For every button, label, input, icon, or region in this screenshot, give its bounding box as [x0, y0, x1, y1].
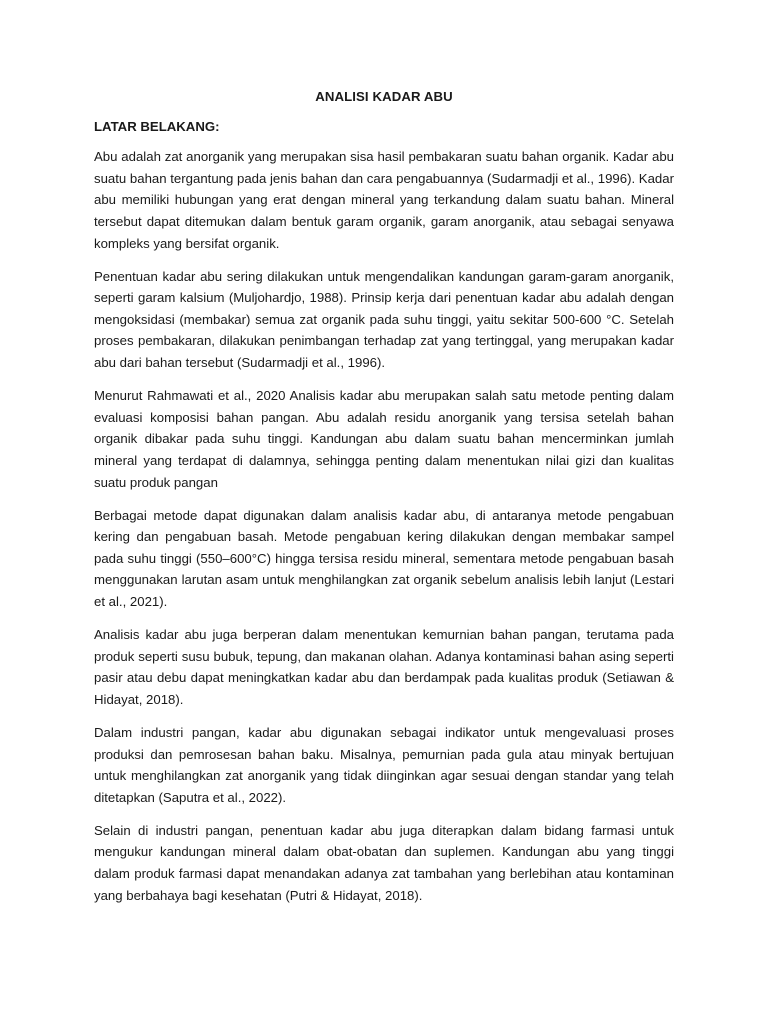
paragraph-4: Berbagai metode dapat digunakan dalam analisis kadar abu, di antaranya metode pengabuan kering dan pengabuan basah. Metode pengabuan kering dilakukan dengan membakar sampel pada suhu tinggi (550–600°C) hingga tersisa residu mineral, sementara metode pengabuan basah menggunakan larutan asam untuk menghilangkan zat organik sebelum analisis lebih lanjut (Lestari et al., 2021).: [94, 507, 674, 609]
document-title: ANALISI KADAR ABU: [315, 89, 453, 104]
section-heading: LATAR BELAKANG:: [94, 118, 220, 134]
paragraph-7: Selain di industri pangan, penentuan kadar abu juga diterapkan dalam bidang farmasi untuk mengukur kandungan mineral dalam obat-obatan dan suplemen. Kandungan abu yang tinggi dalam produk farmasi dapat menandakan adanya zat tambahan yang berlebihan atau kontaminan yang berbahaya bagi kesehatan (Putri & Hidayat, 2018).: [94, 822, 674, 903]
paragraph-5: Analisis kadar abu juga berperan dalam menentukan kemurnian bahan pangan, terutama pada produk seperti susu bubuk, tepung, dan makanan olahan. Adanya kontaminasi bahan asing seperti pasir atau debu dapat meningkatkan kadar abu dan berdampak pada kualitas produk (Setiawan & Hidayat, 2018).: [94, 627, 674, 707]
paragraph-2: Penentuan kadar abu sering dilakukan untuk mengendalikan kandungan garam-garam anorganik, seperti garam kalsium (Muljohardjo, 1988). Prinsip kerja dari penentuan kadar abu adalah dengan mengoksidasi (membakar) semua zat organik pada suhu tinggi, yaitu sekitar 500-600 °C. Setelah proses pembakaran, dilakukan penimbangan terhadap zat yang tertinggal, yang merupakan kadar abu dari bahan tersebut (Sudarmadji et al., 1996).: [94, 268, 674, 371]
paragraph-1: Abu adalah zat anorganik yang merupakan sisa hasil pembakaran suatu bahan organik. Kadar abu suatu bahan tergantung pada jenis bahan dan cara pengabuannya (Sudarmadji et al., 1996). Kadar abu memiliki hubungan yang erat dengan mineral yang terkandung dalam suatu bahan. Mineral tersebut dapat ditemukan dalam bentuk garam organik, garam anorganik, atau sebagai senyawa kompleks yang bersifat organik.: [94, 149, 674, 251]
paragraph-6: Dalam industri pangan, kadar abu digunakan sebagai indikator untuk mengevaluasi proses produksi dan pemrosesan bahan baku. Misalnya, pemurnian pada gula atau minyak bertujuan untuk menghilangkan zat anorganik yang tidak diinginkan agar sesuai dengan standar yang telah ditetapkan (Saputra et al., 2022).: [94, 724, 674, 805]
paragraph-3: Menurut Rahmawati et al., 2020 Analisis kadar abu merupakan salah satu metode penting dalam evaluasi komposisi bahan pangan. Abu adalah residu anorganik yang tersisa setelah bahan organik dibakar pada suhu tinggi. Kandungan abu dalam suatu bahan mencerminkan jumlah mineral yang terdapat di dalamnya, sehingga penting dalam menentukan nilai gizi dan kualitas suatu produk pangan: [94, 388, 674, 490]
